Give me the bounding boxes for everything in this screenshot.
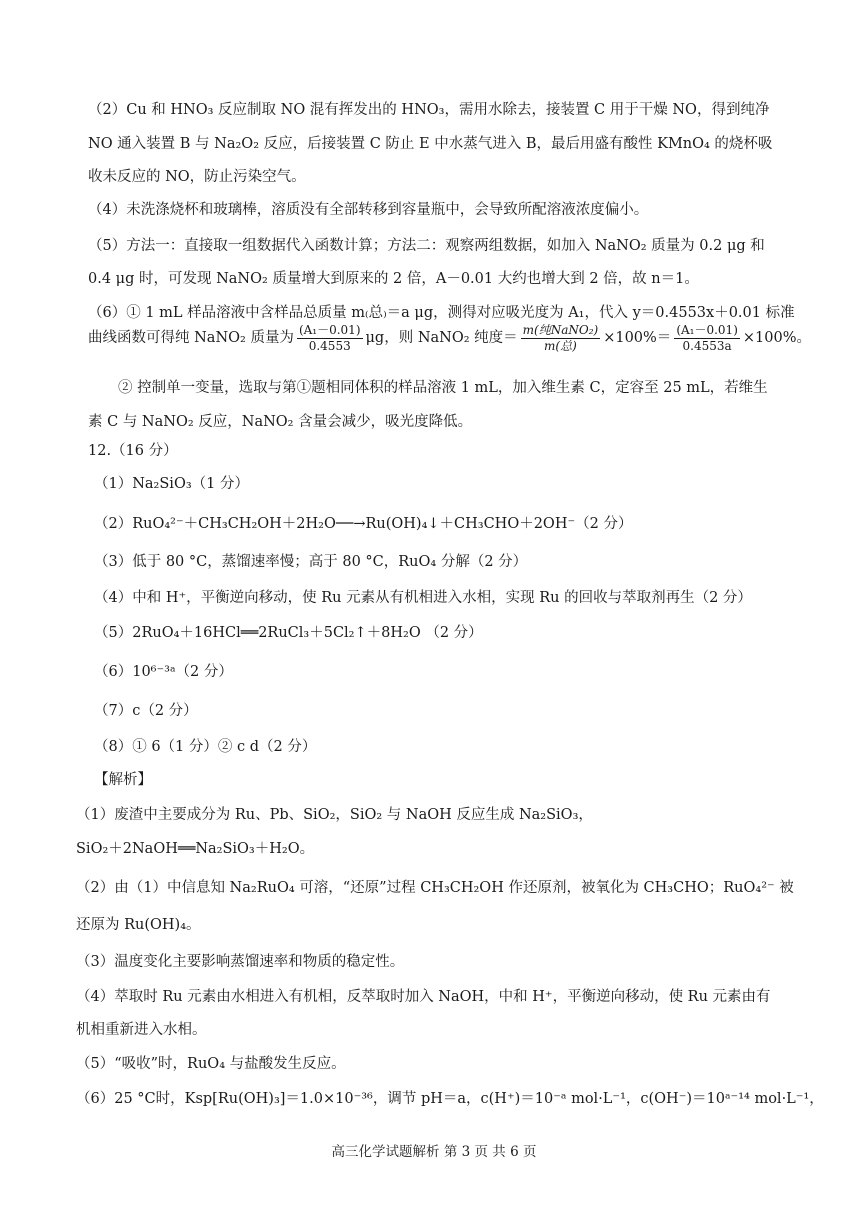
text-line: （3）温度变化主要影响蒸馏速率和物质的稳定性。 (76, 954, 405, 970)
fraction-numerator: m(纯NaNO₂) (522, 322, 599, 337)
text-line: （5）方法一：直接取一组数据代入函数计算；方法二：观察两组数据，如加入 NaNO₂ 质量为 0.2 μg 和 (88, 238, 765, 254)
text-segment: μg，则 NaNO₂ 纯度＝ (365, 330, 518, 346)
answer-line: （1）Na₂SiO₃（1 分） (94, 476, 249, 492)
text-line: 0.4 μg 时，可发现 NaNO₂ 质量增大到原来的 2 倍，A－0.01 大约也增大到 2 倍，故 n＝1。 (88, 271, 699, 287)
text-segment: ×100%＝ (603, 330, 672, 346)
text-line: （4）萃取时 Ru 元素由水相进入有机相，反萃取时加入 NaOH，中和 H⁺，平衡逆向移动，使 Ru 元素由有 (76, 989, 771, 1005)
fraction-numerator: (A₁－0.01) (298, 322, 361, 337)
text-line: （2）Cu 和 HNO₃ 反应制取 NO 混有挥发出的 HNO₃，需用水除去，接装置 C 用于干燥 NO，得到纯净 (88, 102, 770, 118)
answer-line: （8）① 6（1 分）② c d（2 分） (94, 739, 317, 755)
text-line: （6）① 1 mL 样品溶液中含样品总质量 m₍总₎＝a μg，测得对应吸光度为 A₁，代入 y＝0.4553x＋0.01 标准 (88, 305, 795, 321)
text-line: （6）25 °C时，Ksp[Ru(OH)₃]＝1.0×10⁻³⁶，调节 pH＝a，c(H⁺)＝10⁻ᵃ mol·L⁻¹，c(OH⁻)＝10ᵃ⁻¹⁴ mol·L⁻¹， (76, 1091, 824, 1107)
fraction-mass (297, 323, 363, 354)
text-line: NO 通入装置 B 与 Na₂O₂ 反应，后接装置 C 防止 E 中水蒸气进入 B，最后用盛有酸性 KMnO₄ 的烧杯吸 (88, 136, 773, 152)
fraction-purity-value (674, 323, 740, 354)
answer-line: （3）低于 80 °C，蒸馏速率慢；高于 80 °C，RuO₄ 分解（2 分） (94, 554, 528, 570)
fraction-denominator: m(总) (544, 338, 577, 353)
text-segment: 曲线函数可得纯 NaNO₂ 质量为 (88, 330, 294, 346)
answer-line: （4）中和 H⁺，平衡逆向移动，使 Ru 元素从有机相进入水相，实现 Ru 的回收与萃取剂再生（2 分） (94, 590, 752, 606)
text-line: 素 C 与 NaNO₂ 反应，NaNO₂ 含量会减少，吸光度降低。 (88, 414, 473, 430)
answer-line: （5）2RuO₄＋16HCl══2RuCl₃＋5Cl₂↑＋8H₂O （2 分） (94, 625, 483, 641)
text-line: （1）废渣中主要成分为 Ru、Pb、SiO₂，SiO₂ 与 NaOH 反应生成 Na₂SiO₃， (76, 807, 593, 823)
answer-line: （7）c（2 分） (94, 703, 198, 719)
text-line: （2）由（1）中信息知 Na₂RuO₄ 可溶，“还原”过程 CH₃CH₂OH 作还原剂，被氧化为 CH₃CHO；RuO₄²⁻ 被 (76, 880, 794, 896)
answer-line: （2）RuO₄²⁻＋CH₃CH₂OH＋2H₂O──→Ru(OH)₄↓＋CH₃CHO＋2OH⁻（2 分） (94, 516, 633, 532)
text-line: 机相重新进入水相。 (76, 1022, 207, 1038)
formula-line (88, 321, 811, 355)
text-line: ② 控制单一变量，选取与第①题相同体积的样品溶液 1 mL，加入维生素 C，定容至 25 mL，若维生 (118, 380, 768, 396)
analysis-heading: 【解析】 (94, 772, 152, 788)
text-line: （4）未洗涤烧杯和玻璃棒，溶质没有全部转移到容量瓶中，会导致所配溶液浓度偏小。 (88, 202, 649, 218)
fraction-denominator: 0.4553a (682, 338, 732, 353)
question-number: 12.（16 分） (88, 443, 178, 459)
text-line: 收未反应的 NO，防止污染空气。 (88, 169, 306, 185)
text-line: （5）“吸收”时，RuO₄ 与盐酸发生反应。 (76, 1056, 346, 1072)
text-segment: ×100%。 (742, 330, 811, 346)
answer-line: （6）10⁶⁻³ᵃ（2 分） (94, 664, 233, 680)
fraction-numerator: (A₁－0.01) (676, 322, 738, 337)
text-line: SiO₂＋2NaOH══Na₂SiO₃＋H₂O。 (76, 841, 315, 857)
page-footer: 高三化学试题解析 第 3 页 共 6 页 (331, 1144, 537, 1160)
text-line: 还原为 Ru(OH)₄。 (76, 917, 201, 933)
fraction-purity-definition (521, 323, 601, 354)
fraction-denominator: 0.4553 (308, 338, 351, 353)
